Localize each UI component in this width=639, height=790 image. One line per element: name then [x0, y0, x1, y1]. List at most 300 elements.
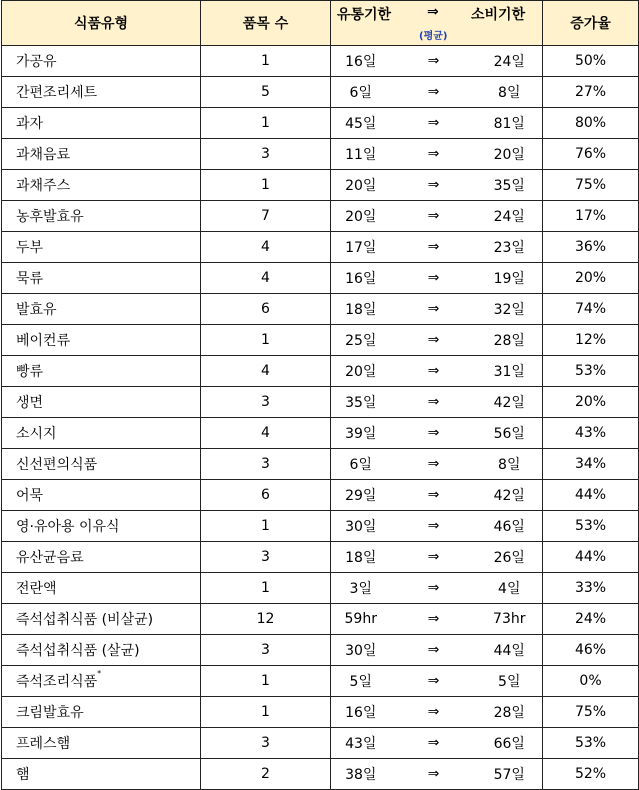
food-type-cell — [2, 697, 201, 728]
arrow-icon: ⇒ — [427, 239, 440, 255]
expiry-cell-text: 6일 — [349, 85, 372, 101]
expiry-cell — [331, 449, 391, 480]
consume-cell — [477, 759, 543, 790]
expiry-cell-text: 30일 — [345, 643, 377, 659]
expiry-cell-text: 39일 — [345, 426, 377, 442]
table-row — [2, 139, 639, 170]
item-count-cell-text: 3 — [261, 394, 270, 410]
arrow-icon: ⇒ — [427, 704, 440, 720]
food-type-cell — [2, 232, 201, 263]
arrow-cell — [391, 480, 477, 511]
expiry-cell — [331, 728, 391, 759]
increase-rate-cell — [543, 77, 639, 108]
arrow-icon: ⇒ — [427, 611, 440, 627]
item-count-cell-text: 1 — [261, 673, 270, 689]
table-row — [2, 232, 639, 263]
food-type-cell-text: 크림발효유 — [16, 705, 84, 721]
increase-rate-cell-text: 17% — [574, 208, 607, 224]
increase-rate-cell — [543, 511, 639, 542]
expiry-cell — [331, 139, 391, 170]
increase-rate-cell-text: 74% — [574, 301, 607, 317]
expiry-cell — [331, 635, 391, 666]
consume-cell-text: 8일 — [498, 457, 521, 473]
arrow-icon: ⇒ — [427, 580, 440, 596]
expiry-cell-text: 16일 — [345, 54, 377, 70]
food-type-cell — [2, 201, 201, 232]
item-count-cell — [201, 294, 331, 325]
consume-cell — [477, 325, 543, 356]
arrow-icon: ⇒ — [427, 425, 440, 441]
arrow-cell — [391, 604, 477, 635]
arrow-cell — [391, 511, 477, 542]
header-arrow: ⇒ — [427, 4, 439, 20]
consume-cell — [477, 263, 543, 294]
consume-cell — [477, 635, 543, 666]
item-count-cell — [201, 201, 331, 232]
expiry-cell — [331, 759, 391, 790]
arrow-icon: ⇒ — [427, 270, 440, 286]
increase-rate-cell-text: 53% — [574, 518, 607, 534]
food-type-cell — [2, 387, 201, 418]
food-type-cell-text: 묵류 — [16, 271, 44, 287]
food-type-cell — [2, 139, 201, 170]
item-count-cell-text: 6 — [261, 487, 270, 503]
table-row — [2, 449, 639, 480]
food-type-cell — [2, 418, 201, 449]
food-type-cell — [2, 449, 201, 480]
expiry-cell-text: 29일 — [345, 488, 377, 504]
increase-rate-cell-text: 24% — [574, 611, 607, 627]
arrow-icon: ⇒ — [427, 735, 440, 751]
arrow-icon: ⇒ — [427, 208, 440, 224]
header-expiry-consume — [331, 1, 543, 46]
expiry-cell-text: 6일 — [349, 457, 372, 473]
item-count-cell-text: 1 — [261, 580, 270, 596]
consume-cell — [477, 232, 543, 263]
increase-rate-cell-text: 76% — [574, 146, 607, 162]
item-count-cell-text: 5 — [261, 84, 270, 100]
table-row — [2, 604, 639, 635]
expiry-cell — [331, 387, 391, 418]
increase-rate-cell-text: 20% — [574, 270, 607, 286]
footnote-mark: * — [97, 669, 102, 678]
expiry-cell — [331, 46, 391, 77]
item-count-cell — [201, 232, 331, 263]
arrow-icon: ⇒ — [427, 332, 440, 348]
consume-cell-text: 4일 — [498, 581, 521, 597]
expiry-cell — [331, 604, 391, 635]
header-consume: 소비기한 — [471, 7, 526, 23]
arrow-icon: ⇒ — [427, 177, 440, 193]
arrow-icon: ⇒ — [427, 518, 440, 534]
increase-rate-cell-text: 33% — [574, 580, 607, 596]
food-type-cell-text: 두부 — [16, 240, 44, 256]
arrow-icon: ⇒ — [427, 115, 440, 131]
shelf-life-table — [1, 0, 639, 790]
arrow-icon: ⇒ — [427, 84, 440, 100]
consume-cell-text: 19일 — [493, 271, 525, 287]
header-expiry: 유통기한 — [336, 7, 391, 23]
header-average: (평균) — [419, 31, 448, 42]
table-row — [2, 697, 639, 728]
increase-rate-cell-text: 53% — [574, 363, 607, 379]
food-type-cell-text: 간편조리세트 — [16, 85, 98, 101]
consume-cell — [477, 511, 543, 542]
table-row — [2, 635, 639, 666]
increase-rate-cell — [543, 46, 639, 77]
consume-cell — [477, 46, 543, 77]
arrow-cell — [391, 170, 477, 201]
item-count-cell-text: 4 — [261, 425, 270, 441]
consume-cell-text: 56일 — [493, 426, 525, 442]
table-row — [2, 356, 639, 387]
arrow-cell — [391, 542, 477, 573]
consume-cell-text: 81일 — [493, 116, 525, 132]
expiry-cell — [331, 697, 391, 728]
item-count-cell-text: 3 — [261, 456, 270, 472]
expiry-cell — [331, 263, 391, 294]
food-type-cell — [2, 480, 201, 511]
consume-cell — [477, 418, 543, 449]
expiry-cell — [331, 542, 391, 573]
arrow-cell — [391, 325, 477, 356]
consume-cell-text: 42일 — [493, 488, 525, 504]
increase-rate-cell — [543, 356, 639, 387]
food-type-cell-text: 전란액 — [16, 581, 57, 597]
header-food-type: 식품유형 — [2, 1, 201, 46]
consume-cell-text: 26일 — [493, 550, 525, 566]
increase-rate-cell — [543, 728, 639, 759]
expiry-cell-text: 30일 — [345, 519, 377, 535]
table-row — [2, 325, 639, 356]
increase-rate-cell-text: 44% — [574, 549, 607, 565]
expiry-cell — [331, 325, 391, 356]
item-count-cell-text: 1 — [261, 53, 270, 69]
consume-cell-text: 66일 — [493, 736, 525, 752]
arrow-icon: ⇒ — [427, 146, 440, 162]
item-count-cell-text: 1 — [261, 115, 270, 131]
consume-cell — [477, 294, 543, 325]
consume-cell-text: 24일 — [493, 54, 525, 70]
item-count-cell — [201, 604, 331, 635]
increase-rate-cell-text: 0% — [579, 673, 602, 689]
expiry-cell-text: 20일 — [345, 178, 377, 194]
arrow-cell — [391, 728, 477, 759]
expiry-cell — [331, 170, 391, 201]
item-count-cell-text: 6 — [261, 301, 270, 317]
arrow-icon: ⇒ — [427, 363, 440, 379]
food-type-cell — [2, 77, 201, 108]
table-row — [2, 170, 639, 201]
increase-rate-cell-text: 36% — [574, 239, 607, 255]
food-type-cell — [2, 170, 201, 201]
table-row — [2, 511, 639, 542]
expiry-cell-text: 18일 — [345, 302, 377, 318]
table-row — [2, 573, 639, 604]
food-type-cell — [2, 325, 201, 356]
arrow-cell — [391, 263, 477, 294]
item-count-cell-text: 4 — [261, 239, 270, 255]
increase-rate-cell — [543, 697, 639, 728]
consume-cell — [477, 604, 543, 635]
item-count-cell — [201, 449, 331, 480]
increase-rate-cell — [543, 294, 639, 325]
food-type-cell-text: 베이컨류 — [16, 333, 71, 349]
food-type-cell-text: 영·유아용 이유식 — [16, 519, 120, 535]
increase-rate-cell — [543, 263, 639, 294]
food-type-cell — [2, 356, 201, 387]
food-type-cell — [2, 263, 201, 294]
expiry-cell-text: 25일 — [345, 333, 377, 349]
table-row — [2, 46, 639, 77]
table-row — [2, 759, 639, 790]
increase-rate-cell — [543, 449, 639, 480]
food-type-cell-text: 과채음료 — [16, 147, 71, 163]
header-row — [2, 1, 639, 46]
item-count-cell — [201, 697, 331, 728]
item-count-cell-text: 1 — [261, 177, 270, 193]
expiry-cell-text: 38일 — [345, 767, 377, 783]
table-row — [2, 294, 639, 325]
expiry-cell-text: 11일 — [345, 147, 377, 163]
consume-cell — [477, 201, 543, 232]
expiry-cell-text: 16일 — [345, 705, 377, 721]
increase-rate-cell-text: 27% — [574, 84, 607, 100]
consume-cell-text: 35일 — [493, 178, 525, 194]
arrow-cell — [391, 232, 477, 263]
arrow-cell — [391, 666, 477, 697]
arrow-cell — [391, 77, 477, 108]
expiry-cell-text: 20일 — [345, 364, 377, 380]
food-type-cell — [2, 759, 201, 790]
food-type-cell-text: 가공유 — [16, 54, 57, 70]
item-count-cell-text: 4 — [261, 270, 270, 286]
item-count-cell — [201, 759, 331, 790]
increase-rate-cell-text: 75% — [574, 704, 607, 720]
table-row — [2, 108, 639, 139]
item-count-cell — [201, 325, 331, 356]
item-count-cell — [201, 263, 331, 294]
food-type-cell — [2, 666, 201, 697]
consume-cell — [477, 387, 543, 418]
expiry-cell-text: 5일 — [349, 674, 372, 690]
consume-cell — [477, 573, 543, 604]
consume-cell-text: 28일 — [493, 333, 525, 349]
expiry-cell-text: 18일 — [345, 550, 377, 566]
table-row — [2, 542, 639, 573]
item-count-cell — [201, 728, 331, 759]
arrow-cell — [391, 201, 477, 232]
table-row — [2, 728, 639, 759]
consume-cell — [477, 728, 543, 759]
food-type-cell-text: 신선편의식품 — [16, 457, 98, 473]
consume-cell-text: 8일 — [498, 85, 521, 101]
item-count-cell — [201, 139, 331, 170]
increase-rate-cell-text: 75% — [574, 177, 607, 193]
consume-cell-text: 57일 — [493, 767, 525, 783]
food-type-cell — [2, 511, 201, 542]
item-count-cell-text: 12 — [256, 611, 275, 627]
table-row — [2, 201, 639, 232]
expiry-cell — [331, 294, 391, 325]
food-type-cell-text: 즉석섭취식품 (살균) — [16, 643, 140, 659]
increase-rate-cell — [543, 759, 639, 790]
expiry-cell — [331, 77, 391, 108]
arrow-icon: ⇒ — [427, 456, 440, 472]
item-count-cell — [201, 666, 331, 697]
increase-rate-cell-text: 52% — [574, 766, 607, 782]
food-type-cell-text: 즉석조리식품 — [16, 674, 98, 690]
food-type-cell-text: 어묵 — [16, 488, 44, 504]
item-count-cell — [201, 108, 331, 139]
increase-rate-cell — [543, 480, 639, 511]
arrow-cell — [391, 108, 477, 139]
expiry-cell — [331, 666, 391, 697]
increase-rate-cell — [543, 170, 639, 201]
increase-rate-cell — [543, 139, 639, 170]
item-count-cell-text: 3 — [261, 549, 270, 565]
consume-cell — [477, 480, 543, 511]
increase-rate-cell — [543, 232, 639, 263]
consume-cell — [477, 139, 543, 170]
header-item-count: 품목 수 — [201, 1, 331, 46]
expiry-cell — [331, 356, 391, 387]
table-row — [2, 666, 639, 697]
consume-cell-text: 5일 — [498, 674, 521, 690]
increase-rate-cell — [543, 418, 639, 449]
increase-rate-cell — [543, 604, 639, 635]
item-count-cell — [201, 356, 331, 387]
increase-rate-cell — [543, 573, 639, 604]
food-type-cell-text: 생면 — [16, 395, 44, 411]
item-count-cell — [201, 46, 331, 77]
increase-rate-cell-text: 43% — [574, 425, 607, 441]
expiry-cell — [331, 418, 391, 449]
food-type-cell-text: 과자 — [16, 116, 44, 132]
arrow-icon: ⇒ — [427, 394, 440, 410]
food-type-cell-text: 소시지 — [16, 426, 57, 442]
expiry-cell-text: 16일 — [345, 271, 377, 287]
item-count-cell — [201, 77, 331, 108]
expiry-cell-text: 17일 — [345, 240, 377, 256]
consume-cell — [477, 170, 543, 201]
expiry-cell — [331, 480, 391, 511]
consume-cell-text: 73hr — [493, 611, 526, 627]
consume-cell — [477, 666, 543, 697]
consume-cell-text: 46일 — [493, 519, 525, 535]
item-count-cell-text: 3 — [261, 146, 270, 162]
arrow-icon: ⇒ — [427, 766, 440, 782]
item-count-cell-text: 1 — [261, 332, 270, 348]
arrow-icon: ⇒ — [427, 673, 440, 689]
food-type-cell-text: 과채주스 — [16, 178, 71, 194]
consume-cell-text: 31일 — [493, 364, 525, 380]
header-increase: 증가율 — [543, 1, 639, 46]
increase-rate-cell-text: 20% — [574, 394, 607, 410]
table-row — [2, 418, 639, 449]
expiry-cell — [331, 573, 391, 604]
arrow-icon: ⇒ — [427, 487, 440, 503]
food-type-cell — [2, 728, 201, 759]
consume-cell — [477, 542, 543, 573]
arrow-cell — [391, 697, 477, 728]
expiry-cell-text: 35일 — [345, 395, 377, 411]
item-count-cell — [201, 387, 331, 418]
table-row — [2, 480, 639, 511]
item-count-cell — [201, 542, 331, 573]
arrow-cell — [391, 418, 477, 449]
expiry-cell — [331, 511, 391, 542]
food-type-cell-text: 발효유 — [16, 302, 57, 318]
food-type-cell-text: 즉석섭취식품 (비살균) — [16, 612, 154, 628]
expiry-cell-text: 20일 — [345, 209, 377, 225]
item-count-cell-text: 3 — [261, 642, 270, 658]
food-type-cell — [2, 542, 201, 573]
expiry-cell-text: 43일 — [345, 736, 377, 752]
table-row — [2, 77, 639, 108]
increase-rate-cell — [543, 201, 639, 232]
food-type-cell-text: 빵류 — [16, 364, 44, 380]
arrow-cell — [391, 356, 477, 387]
increase-rate-cell-text: 44% — [574, 487, 607, 503]
consume-cell — [477, 449, 543, 480]
increase-rate-cell — [543, 542, 639, 573]
arrow-cell — [391, 635, 477, 666]
arrow-cell — [391, 573, 477, 604]
food-type-cell — [2, 294, 201, 325]
food-type-cell-text: 햄 — [16, 767, 30, 783]
arrow-cell — [391, 139, 477, 170]
increase-rate-cell — [543, 666, 639, 697]
item-count-cell-text: 4 — [261, 363, 270, 379]
food-type-cell-text: 프레스햄 — [16, 736, 71, 752]
increase-rate-cell — [543, 108, 639, 139]
consume-cell — [477, 697, 543, 728]
item-count-cell — [201, 418, 331, 449]
consume-cell-text: 20일 — [493, 147, 525, 163]
item-count-cell-text: 3 — [261, 735, 270, 751]
consume-cell — [477, 108, 543, 139]
increase-rate-cell-text: 50% — [574, 53, 607, 69]
increase-rate-cell-text: 34% — [574, 456, 607, 472]
consume-cell — [477, 77, 543, 108]
arrow-icon: ⇒ — [427, 301, 440, 317]
item-count-cell — [201, 573, 331, 604]
table-row — [2, 387, 639, 418]
arrow-icon: ⇒ — [427, 53, 440, 69]
item-count-cell-text: 1 — [261, 704, 270, 720]
consume-cell — [477, 356, 543, 387]
table-row — [2, 263, 639, 294]
item-count-cell-text: 2 — [261, 766, 270, 782]
increase-rate-cell — [543, 635, 639, 666]
expiry-cell-text: 59hr — [344, 611, 377, 627]
arrow-cell — [391, 449, 477, 480]
expiry-cell-text: 45일 — [345, 116, 377, 132]
consume-cell-text: 32일 — [493, 302, 525, 318]
food-type-cell-text: 농후발효유 — [16, 209, 84, 225]
consume-cell-text: 24일 — [493, 209, 525, 225]
food-type-cell — [2, 573, 201, 604]
consume-cell-text: 23일 — [493, 240, 525, 256]
consume-cell-text: 42일 — [493, 395, 525, 411]
increase-rate-cell-text: 12% — [574, 332, 607, 348]
increase-rate-cell — [543, 325, 639, 356]
expiry-cell-text: 3일 — [349, 581, 372, 597]
arrow-cell — [391, 759, 477, 790]
arrow-icon: ⇒ — [427, 549, 440, 565]
consume-cell-text: 28일 — [493, 705, 525, 721]
